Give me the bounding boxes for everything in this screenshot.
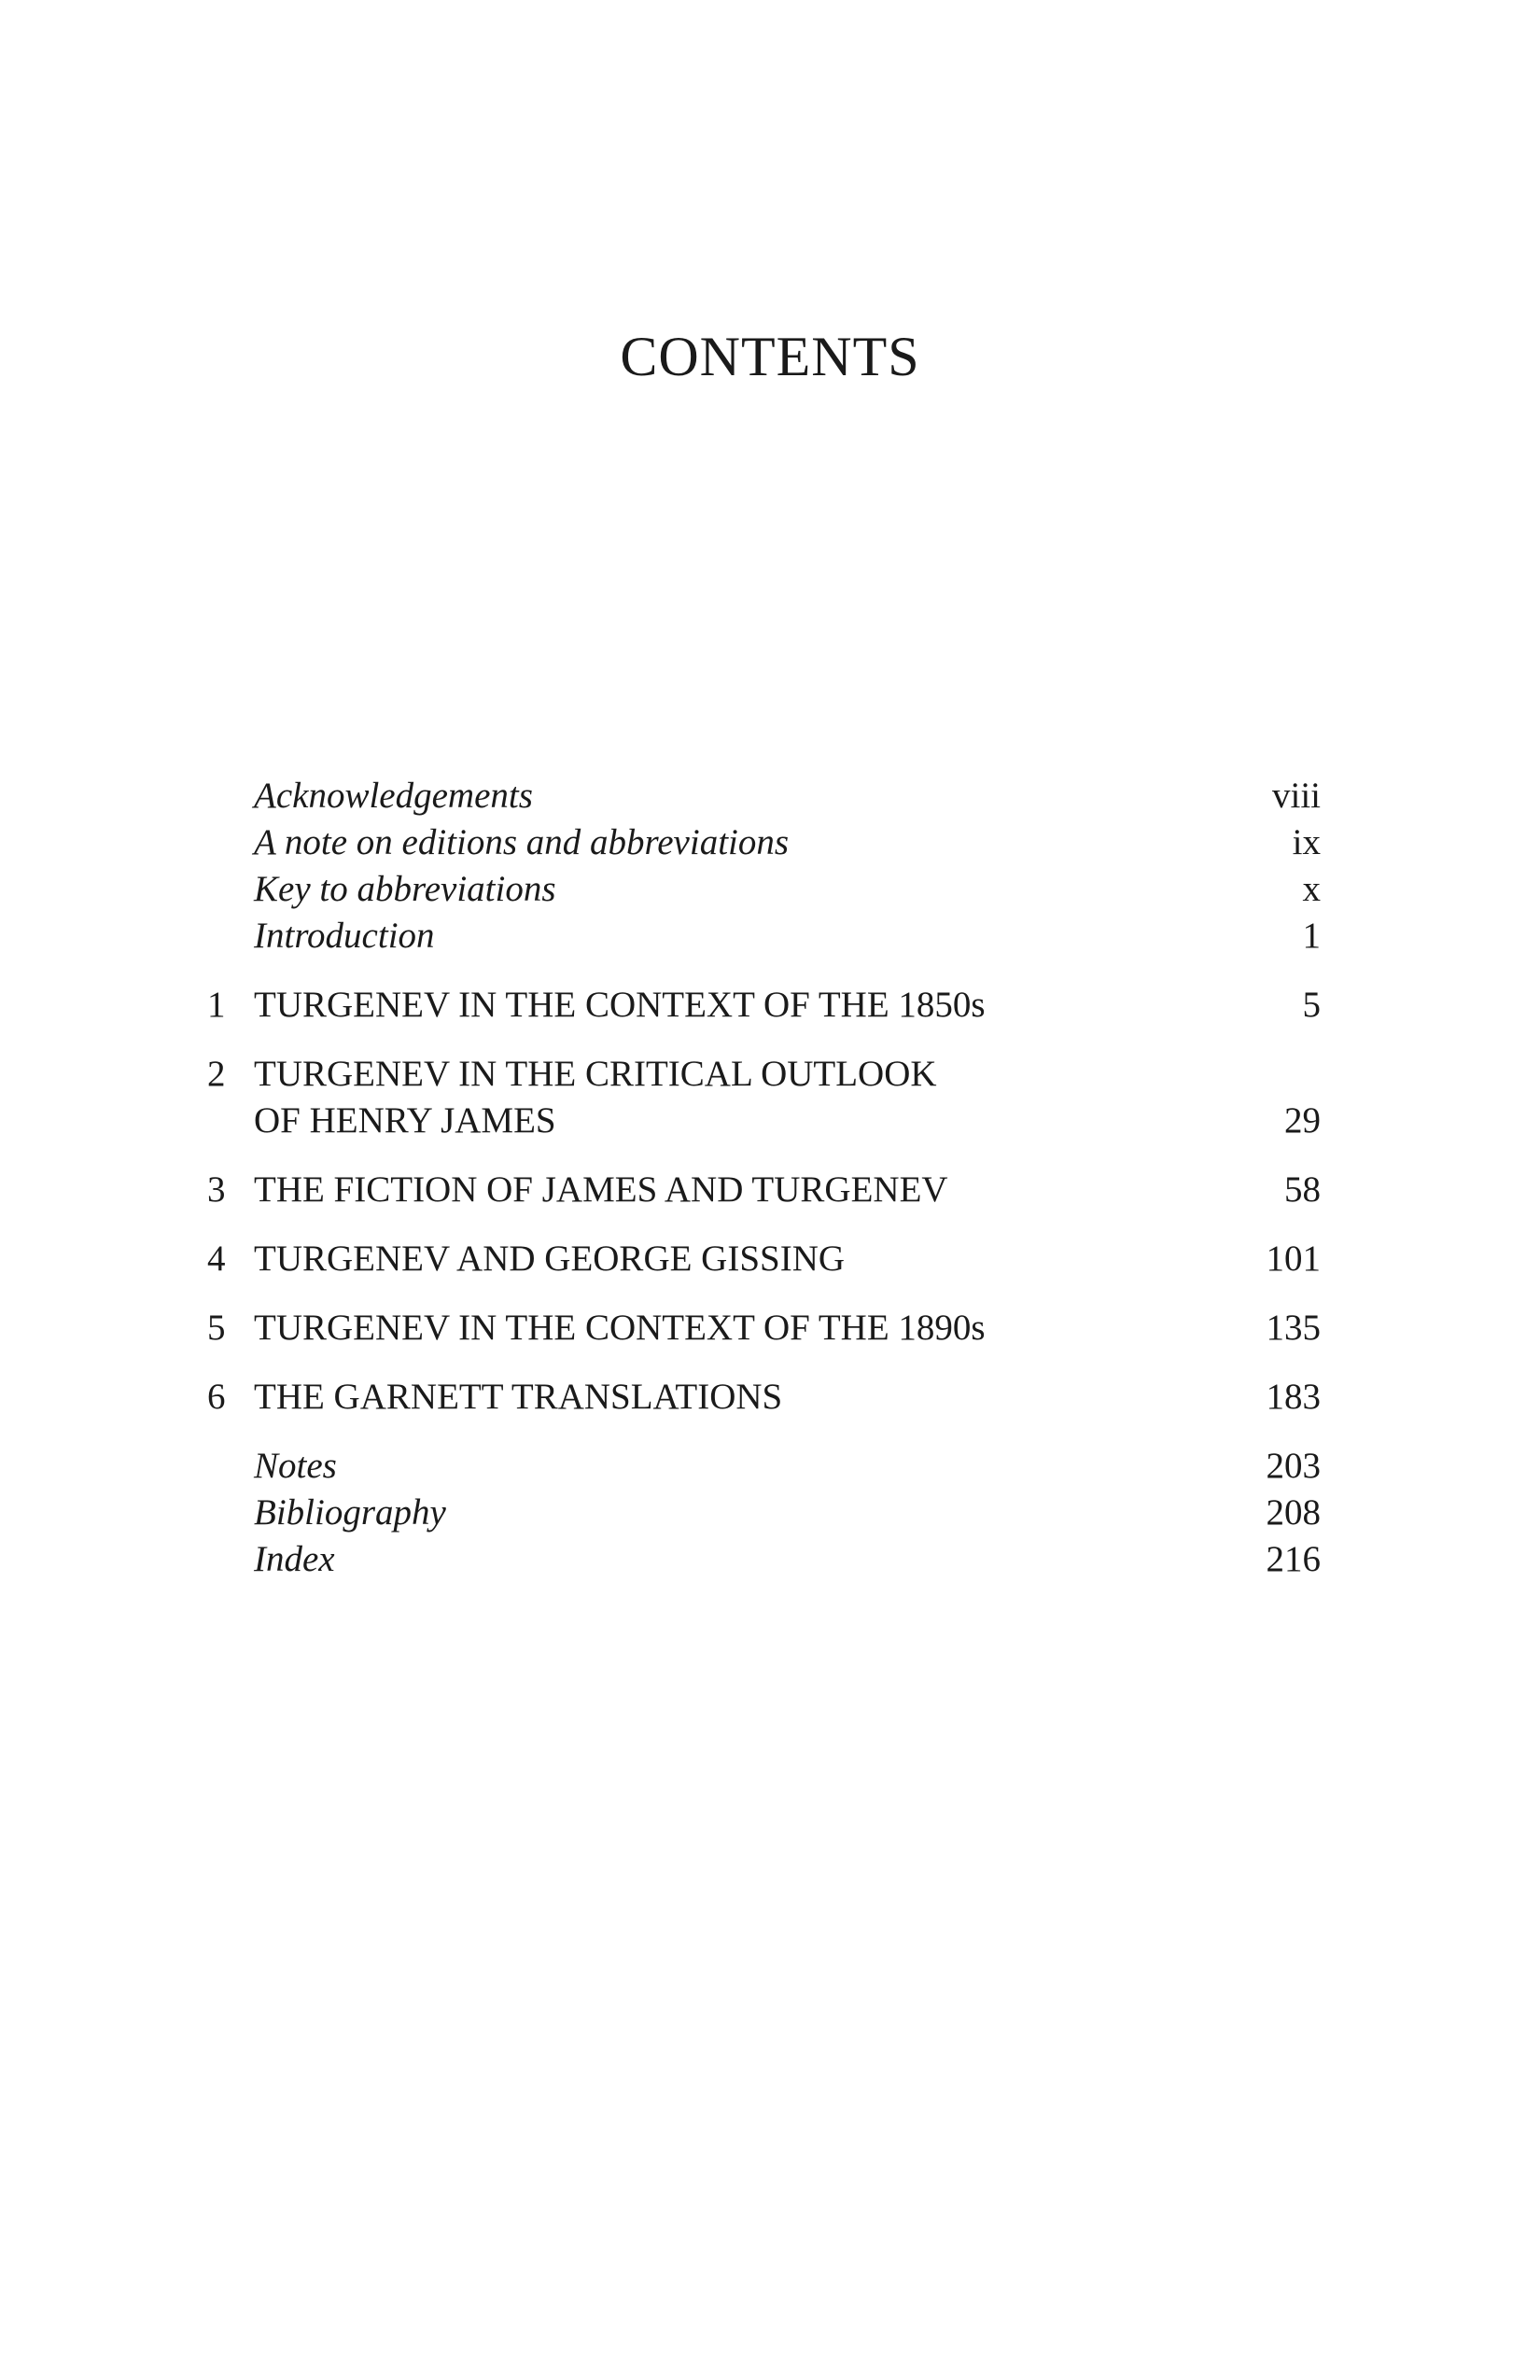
toc-chapter-4[interactable] [196,1236,1321,1282]
chapter-number: 6 [207,1377,226,1417]
chapter-title-line: TURGENEV IN THE CRITICAL OUTLOOK [254,1054,937,1094]
entry-page: 216 [1266,1539,1321,1579]
toc-chapter-1[interactable] [196,982,1321,1029]
chapter-page: 29 [1284,1100,1321,1141]
entry-title: Introduction [254,916,435,956]
chapter-title-line: TURGENEV IN THE CONTEXT OF THE 1890s [254,1308,986,1348]
entry-page: x [1302,869,1321,909]
entry-title: Bibliography [254,1492,446,1533]
chapter-title [254,1236,1237,1282]
chapter-title [254,1374,1237,1421]
entry-page: 208 [1266,1492,1321,1533]
toc-entry-introduction[interactable] [196,913,1321,959]
table-of-contents [196,773,1321,1583]
chapter-number: 1 [207,985,226,1025]
entry-page: viii [1271,776,1321,816]
toc-entry-key-to-abbreviations[interactable] [196,866,1321,913]
chapter-page: 183 [1266,1377,1321,1417]
chapter-number: 3 [207,1169,226,1210]
toc-entry-acknowledgements[interactable] [196,773,1321,819]
toc-entry-index[interactable] [196,1536,1321,1583]
front-matter-list [196,773,1321,959]
chapter-number: 2 [207,1054,226,1094]
toc-chapter-5[interactable] [196,1305,1321,1351]
entry-title: Acknowledgements [254,776,533,816]
chapter-page: 101 [1266,1239,1321,1279]
chapter-title [254,1167,1237,1213]
chapter-page: 58 [1284,1169,1321,1210]
chapter-title [254,982,1237,1029]
entry-title: A note on editions and abbreviations [254,822,790,862]
chapter-title [254,1051,1237,1144]
entry-page: ix [1292,822,1321,862]
chapter-title-line: THE FICTION OF JAMES AND TURGENEV [254,1169,948,1210]
chapter-page: 135 [1266,1308,1321,1348]
page-title: CONTENTS [620,326,920,387]
entry-page: 203 [1266,1446,1321,1486]
toc-chapter-3[interactable] [196,1167,1321,1213]
chapter-title-line: TURGENEV AND GEORGE GISSING [254,1239,846,1279]
entry-page: 1 [1302,916,1321,956]
chapter-title-line: TURGENEV IN THE CONTEXT OF THE 1850s [254,985,986,1025]
chapter-number: 4 [207,1239,226,1279]
toc-entry-note-on-editions[interactable] [196,819,1321,866]
chapter-page: 5 [1302,985,1321,1025]
toc-chapter-6[interactable] [196,1374,1321,1421]
toc-entry-notes[interactable] [196,1443,1321,1490]
chapter-title [254,1305,1237,1351]
back-matter-list [196,1443,1321,1583]
toc-chapter-2[interactable] [196,1051,1321,1144]
chapter-title-line: OF HENRY JAMES [254,1100,556,1141]
chapter-title-line: THE GARNETT TRANSLATIONS [254,1377,783,1417]
entry-title: Notes [254,1446,337,1486]
chapter-number: 5 [207,1308,226,1348]
toc-entry-bibliography[interactable] [196,1490,1321,1536]
entry-title: Index [254,1539,335,1579]
entry-title: Key to abbreviations [254,869,556,909]
